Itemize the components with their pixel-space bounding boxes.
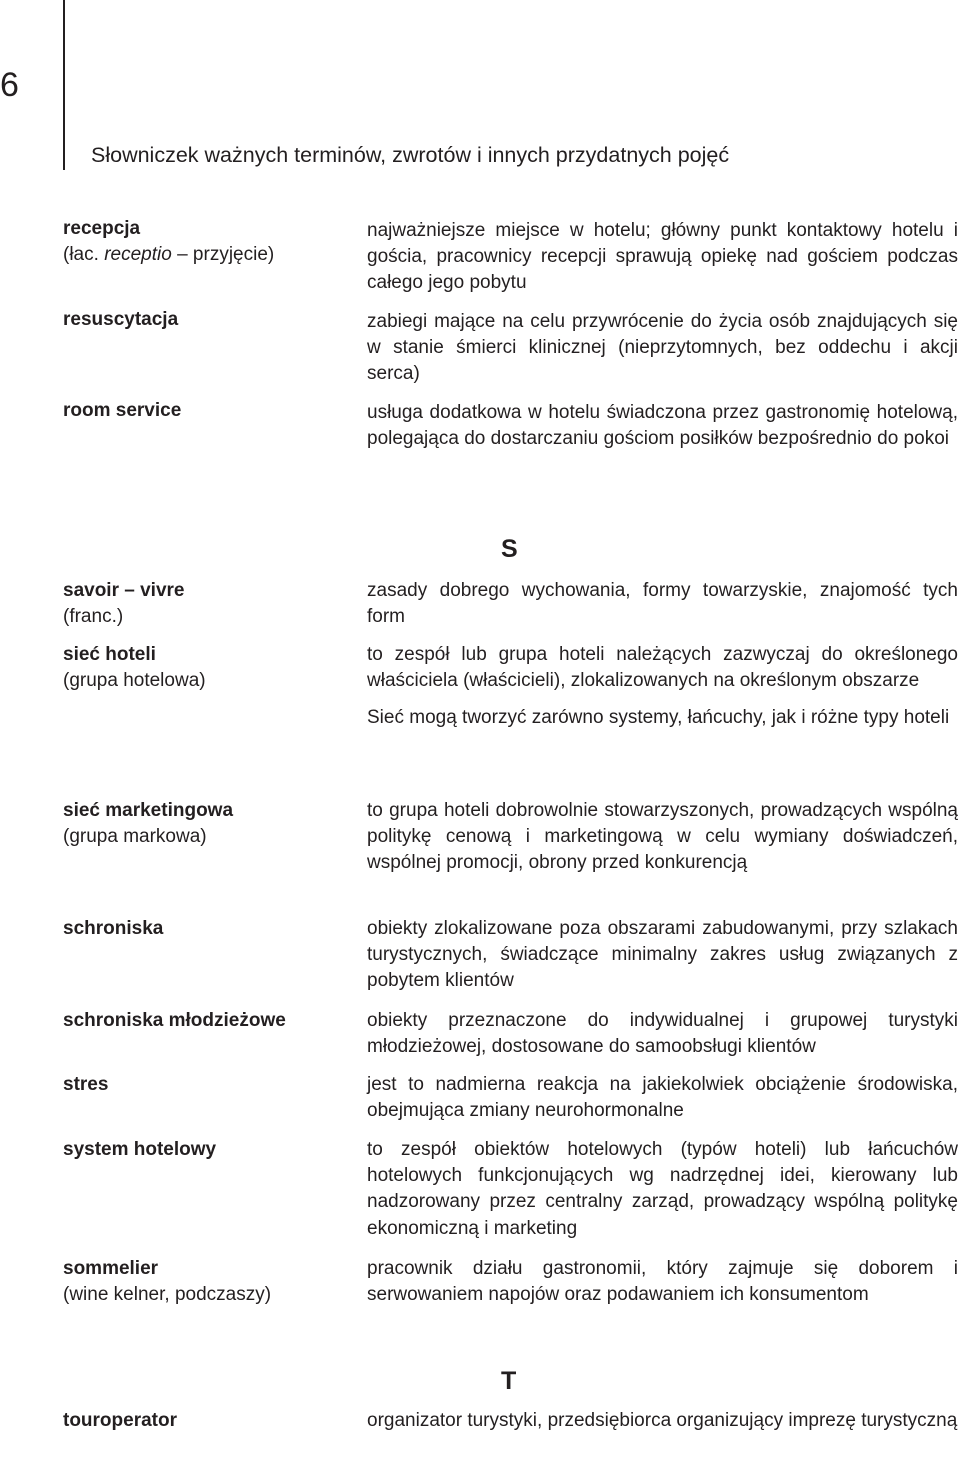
term-name: savoir – vivre bbox=[63, 580, 185, 601]
entry-definition: organizator turystyki, przedsiębiorca organizujący imprezę turystyczną bbox=[367, 1410, 958, 1431]
term-name: stres bbox=[63, 1074, 109, 1095]
term-name: room service bbox=[63, 400, 182, 421]
entry-term bbox=[63, 1137, 353, 1163]
entry-definition: obiekty przeznaczone do indywidualnej i grupowej turystyki młodzieżowej, dostosowane do samoobsługi klientów bbox=[367, 1010, 958, 1058]
entry-definition: to zespół obiektów hotelowych (typów hoteli) lub łańcuchów hotelowych funkcjonujących wg nadrzędnej idei, kierowany lub nadzorowany przez centralny zarząd, prowadzący wspólną politykę ekonomiczną i marketing bbox=[367, 1139, 958, 1239]
entry-definition: obiekty zlokalizowane poza obszarami zabudowanymi, przy szlakach turystycznych, świadczące minimalny zakres usług związanych z pobytem klientów bbox=[367, 918, 958, 992]
page-number: 6 bbox=[0, 66, 19, 104]
entry-definition: to zespół lub grupa hoteli należących zazwyczaj do określonego właściciela (właścicieli), zlokalizowanych na określonym obszarze Sieć mogą tworzyć zarówno systemy, łańcuchy, jak i różne typy hoteli bbox=[367, 644, 958, 729]
entry-term bbox=[63, 798, 353, 850]
entry-definition: pracownik działu gastronomii, który zajmuje się doborem i serwowaniem napojów oraz podawaniem ich konsumentom bbox=[367, 1258, 958, 1306]
entry-definition: zabiegi mające na celu przywrócenie do życia osób znajdujących się w stanie śmierci klinicznej (nieprzytomnych, bez oddechu i akcji serca) bbox=[367, 311, 958, 385]
entry-term bbox=[63, 216, 353, 268]
entry-definition: to grupa hoteli dobrowolnie stowarzyszonych, prowadzących wspólną politykę cenową i marketingową w celu wymiany doświadczeń, wspólnej promocji, obrony przed konkurencją bbox=[367, 800, 958, 874]
term-name: sommelier bbox=[63, 1258, 159, 1279]
term-origin: (franc.) bbox=[63, 606, 124, 627]
term-name: schroniska bbox=[63, 918, 164, 939]
section-letter-t: T bbox=[501, 1367, 517, 1395]
term-name: system hotelowy bbox=[63, 1139, 217, 1160]
entry-term bbox=[63, 642, 353, 694]
term-alias: (grupa hotelowa) bbox=[63, 670, 206, 691]
term-name: recepcja bbox=[63, 218, 141, 239]
entry-term bbox=[63, 1008, 353, 1034]
section-letter-s: S bbox=[501, 535, 518, 563]
term-origin-latin: receptio bbox=[104, 244, 172, 265]
entry-definition: zasady dobrego wychowania, formy towarzyskie, znajomość tych form bbox=[367, 580, 958, 628]
vertical-rule bbox=[63, 0, 65, 170]
term-name: schroniska młodzieżowe bbox=[63, 1010, 286, 1031]
entry-term bbox=[63, 307, 353, 333]
entry-term bbox=[63, 1072, 353, 1098]
entry-definition: jest to nadmierna reakcja na jakiekolwiek obciążenie środowiska, obejmująca zmiany neurohormonalne bbox=[367, 1074, 958, 1122]
term-alias: (grupa markowa) bbox=[63, 826, 207, 847]
entry-definition: najważniejsze miejsce w hotelu; główny punkt kontaktowy hotelu i gościa, pracownicy recepcji sprawują opiekę nad gościem podczas całego jego pobytu bbox=[367, 220, 958, 294]
term-name: sieć marketingowa bbox=[63, 800, 234, 821]
entry-term bbox=[63, 1256, 353, 1308]
term-origin: (łac. receptio – przyjęcie) bbox=[63, 244, 275, 265]
term-name: resuscytacja bbox=[63, 309, 179, 330]
entry-term bbox=[63, 916, 353, 942]
entry-term bbox=[63, 578, 353, 630]
entry-definition: usługa dodatkowa w hotelu świadczona przez gastronomię hotelową, polegająca do dostarczaniu gościom posiłków bezpośrednio do pokoi bbox=[367, 402, 958, 450]
entry-term bbox=[63, 1408, 353, 1434]
term-name: touroperator bbox=[63, 1410, 177, 1431]
term-alias: (wine kelner, podczaszy) bbox=[63, 1284, 272, 1305]
term-name: sieć hoteli bbox=[63, 644, 156, 665]
entry-term bbox=[63, 398, 353, 424]
page-title: Słowniczek ważnych terminów, zwrotów i innych przydatnych pojęć bbox=[91, 143, 730, 167]
